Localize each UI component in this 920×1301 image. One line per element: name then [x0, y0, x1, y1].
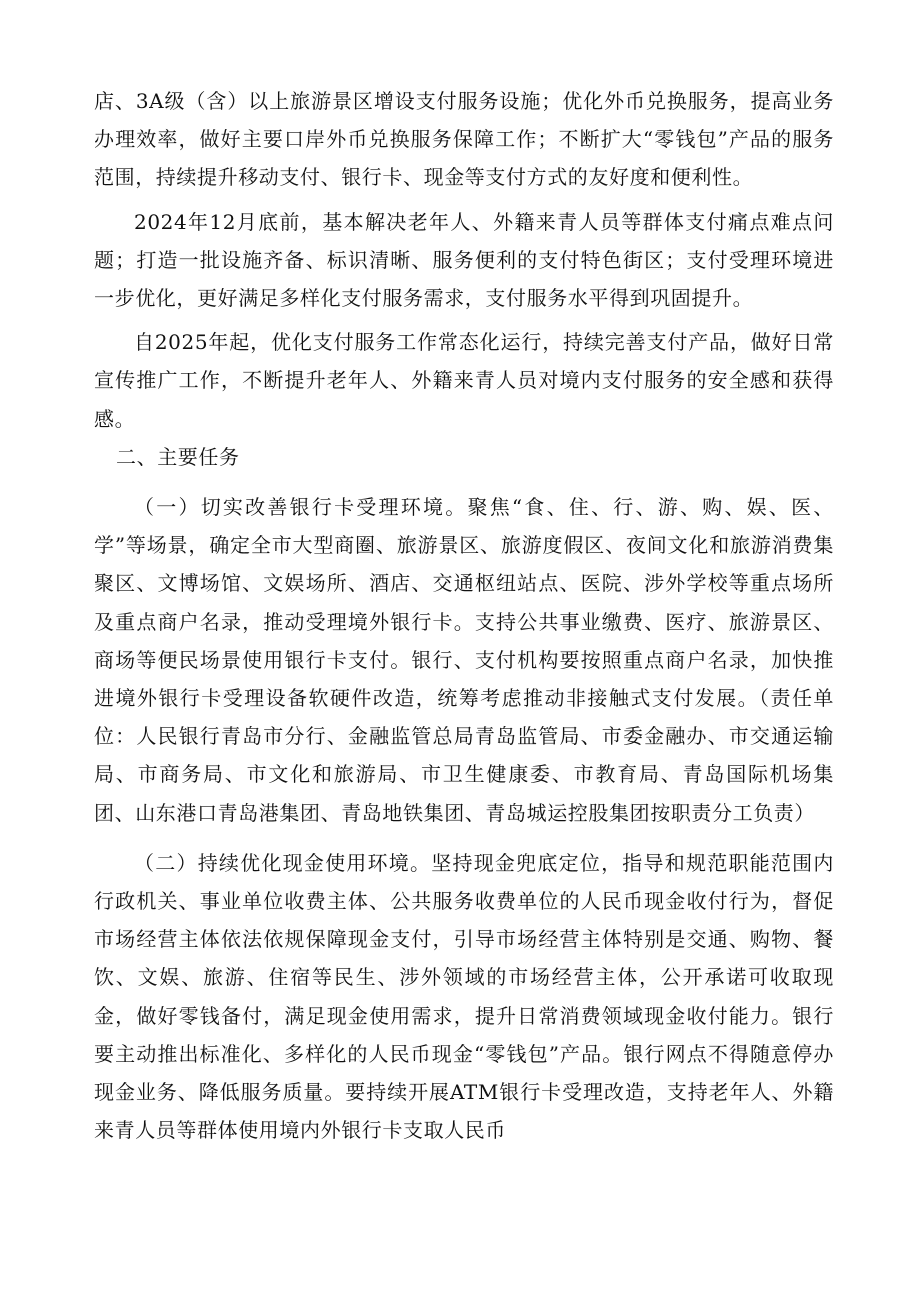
paragraph-task-bank-card: （一）切实改善银行卡受理环境。聚焦“食、住、行、游、购、娱、医、学”等场景，确定全市大型商圈、旅游景区、旅游度假区、夜间文化和旅游消费集聚区、文博场馆、文娱场所、酒店、交通枢纽站点、医院、涉外学校等重点场所及重点商户名录，推动受理境外银行卡。支持公共事业缴费、医疗、旅游景区、商场等便民场景使用银行卡支付。银行、支付机构要按照重点商户名录，加快推进境外银行卡受理设备软硬件改造，统筹考虑推动非接触式支付发展。（责任单位：人民银行青岛市分行、金融监管总局青岛监管局、市委金融办、市交通运输局、市商务局、市文化和旅游局、市卫生健康委、市教育局、青岛国际机场集团、山东港口青岛港集团、青岛地铁集团、青岛城运控股集团按职责分工负责） [94, 495, 834, 825]
paragraph-2025-goals: 自2025年起，优化支付服务工作常态化运行，持续完善支付产品，做好日常宣传推广工作，不断提升老年人、外籍来青人员对境内支付服务的安全感和获得感。 [94, 330, 834, 431]
section-heading-main-tasks: 二、主要任务 [116, 444, 240, 469]
paragraph-2024-goals: 2024年12月底前，基本解决老年人、外籍来青人员等群体支付痛点难点问题；打造一批设施齐备、标识清晰、服务便利的支付特色街区；支付受理环境进一步优化，更好满足多样化支付服务需求，支付服务水平得到巩固提升。 [94, 209, 834, 311]
paragraph-continuation: 店、3A级（含）以上旅游景区增设支付服务设施；优化外币兑换服务，提高业务办理效率，做好主要口岸外币兑换服务保障工作；不断扩大“零钱包”产品的服务范围，持续提升移动支付、银行卡、现金等支付方式的友好度和便利性。 [94, 89, 834, 190]
paragraph-task-cash: （二）持续优化现金使用环境。坚持现金兜底定位，指导和规范职能范围内行政机关、事业单位收费主体、公共服务收费单位的人民币现金收付行为，督促市场经营主体依法依规保障现金支付，引导市场经营主体特别是交通、购物、餐饮、文娱、旅游、住宿等民生、涉外领域的市场经营主体，公开承诺可收取现金，做好零钱备付，满足现金使用需求，提升日常消费领域现金收付能力。银行要主动推出标准化、多样化的人民币现金“零钱包”产品。银行网点不得随意停办现金业务、降低服务质量。要持续开展ATM银行卡受理改造，支持老年人、外籍来青人员等群体使用境内外银行卡支取人民币 [94, 850, 834, 1143]
